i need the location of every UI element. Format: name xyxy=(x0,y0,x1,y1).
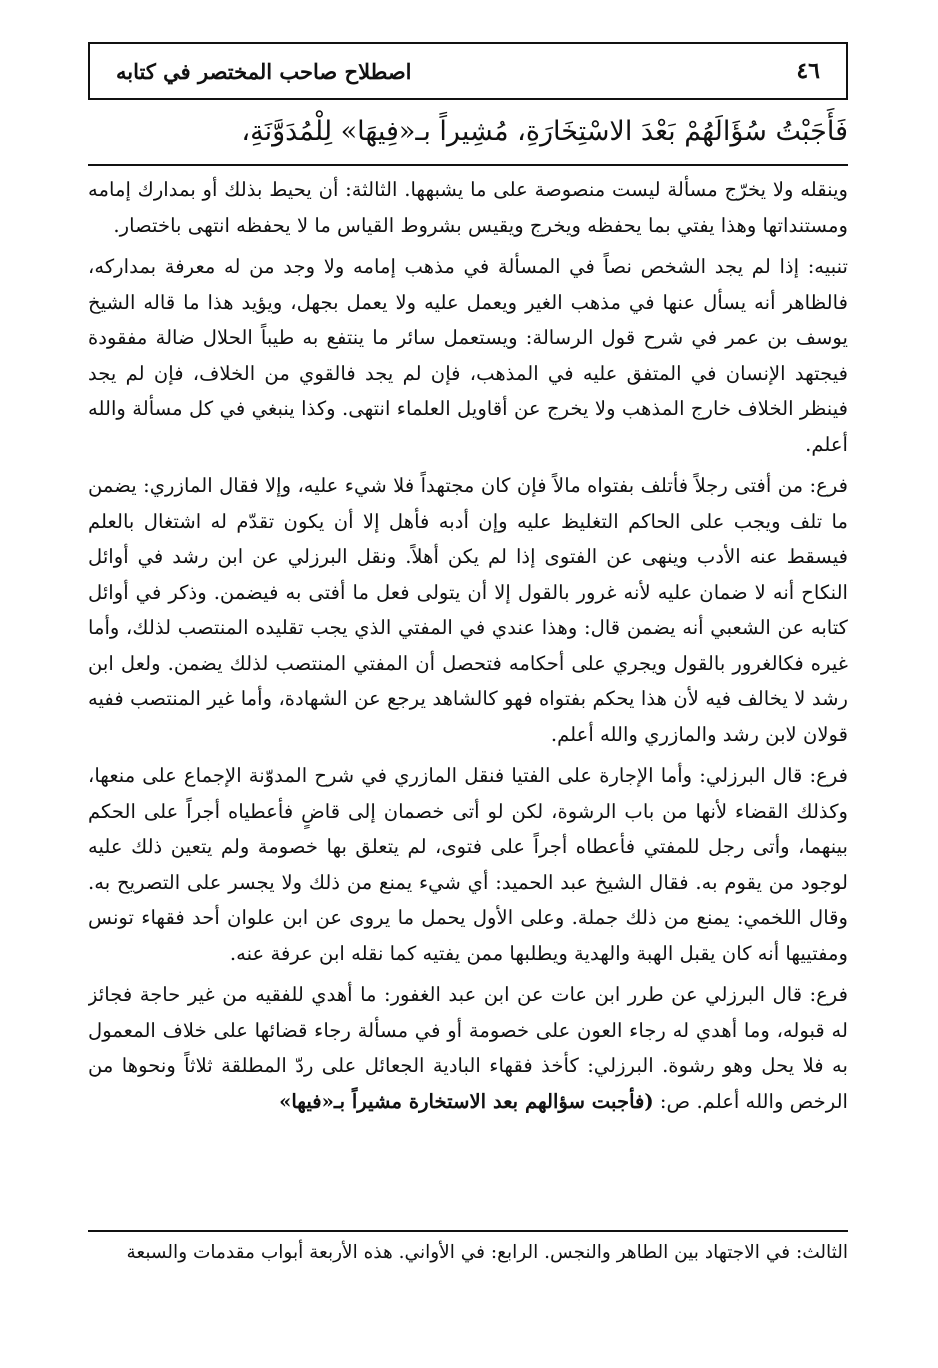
page-number: ٤٦ xyxy=(796,58,820,84)
footnote: الثالث: في الاجتهاد بين الطاهر والنجس. الرابع: في الأواني. هذه الأربعة أبواب مقدمات والسبعة xyxy=(126,1242,848,1263)
paragraph-last xyxy=(88,977,848,1119)
commentary-body xyxy=(88,172,848,1222)
matn-quote: (فأجبت سؤالهم بعد الاستخارة مشيراً بـ«فيها» xyxy=(279,1089,654,1113)
page-header xyxy=(88,42,848,100)
paragraph-text: فرع: قال البرزلي عن طرر ابن عات عن ابن عبد الغفور: ما أهدي للفقيه من غير حاجة فجائز له قبوله، وما أهدي له رجاء العون على خصومة أو في مسألة رجاء قضائها على خلاف المعمول به فلا يحل وهو رشوة. البرزلي: كأخذ فقهاء البادية الجعائل على ردّ المطلقة ثلاثاً ونحوها من الرخص والله أعلم. ص: xyxy=(88,983,848,1113)
paragraph: فرع: قال البرزلي: وأما الإجارة على الفتيا فنقل المازري في شرح المدوّنة الإجماع على منعها، وكذلك القضاء لأنها من باب الرشوة، لكن لو أتى خصمان إلى قاضٍ فأعطياه أجراً على الحكم بينهما، وأتى رجل للمفتي فأعطاه أجراً على فتوى، لم يتعلق بها خصومة ولم يتعين ذلك عليه لوجود من يقوم به. فقال الشيخ عبد الحميد: أي شيء يمنع من ذلك ولا يجسر على التصريح به. وقال اللخمي: يمنع من ذلك جملة. وعلى الأول يحمل ما يروى عن ابن علوان أحد فقهاء تونس ومفتييها أنه كان يقبل الهبة والهدية ويطلبها ممن يفتيه كما نقله ابن عرفة عنه. xyxy=(88,764,848,965)
paragraph: فرع: من أفتى رجلاً فأتلف بفتواه مالاً فإن كان مجتهداً فلا شيء عليه، وإلا فقال المازري: يضمن ما تلف ويجب على الحاكم التغليظ عليه وإن أدبه فأهل إلا أن يكون تقدّم له اشتغال بالعلم فيسقط عنه الأدب وينهى عن الفتوى إذا لم يكن أهلاً. ونقل البرزلي عن ابن رشد في أوائل النكاح أنه لا ضمان عليه لأنه غرور بالقول إلا أن يتولى فعل ما أفتى به فيضمن. وذكر في أوائل كتابه عن الشعبي أنه يضمن قال: وهذا عندي في المفتي الذي يجب تقليده المنتصب لذلك، وأما غيره فكالغرور بالقول ويجري على أحكامه فتحصل أن المفتي المنتصب لذلك يضمن. ولعل ابن رشد لا يخالف فيه لأن هذا يحكم بفتواه فهو كالشاهد يرجع عن الشهادة، وأما غير المنتصب ففيه قولان لابن رشد والمازري والله أعلم. xyxy=(88,474,848,746)
paragraph: وينقله ولا يخرّج مسألة ليست منصوصة على ما يشبهها. الثالثة: أن يحيط بذلك أو بمدارك إمامه ومستنداتها وهذا يفتي بما يحفظه ويخرج ويقيس بشروط القياس ما لا يحفظه انتهى باختصار. xyxy=(88,178,848,237)
divider-top xyxy=(88,164,848,166)
footnote-divider xyxy=(88,1230,848,1232)
running-title: اصطلاح صاحب المختصر في كتابه xyxy=(116,58,412,84)
matn-verse: فَأَجَبْتُ سُؤَالَهُمْ بَعْدَ الاسْتِخَارَةِ، مُشِيراً بـ«فِيهَا» لِلْمُدَوَّنَةِ، xyxy=(241,116,848,147)
paragraph: تنبيه: إذا لم يجد الشخص نصاً في المسألة في مذهب إمامه ولا وجد من له معرفة بمداركه، فالظاهر أنه يسأل عنها في مذهب الغير ويعمل عليه ولا يعمل بجهل، ويؤيد هذا ما قاله الشيخ يوسف بن عمر في شرح قول الرسالة: ويستعمل سائر ما ينتفع به طيباً الحلال ضالة مفقودة فيجتهد الإنسان في المتفق عليه في المذهب، فإن لم يجد فالقوي من الخلاف، فإن لم يجد فينظر الخلاف خارج المذهب ولا يخرج عن أقاويل العلماء انتهى. وكذا ينبغي في كل مسألة والله أعلم. xyxy=(88,255,848,456)
